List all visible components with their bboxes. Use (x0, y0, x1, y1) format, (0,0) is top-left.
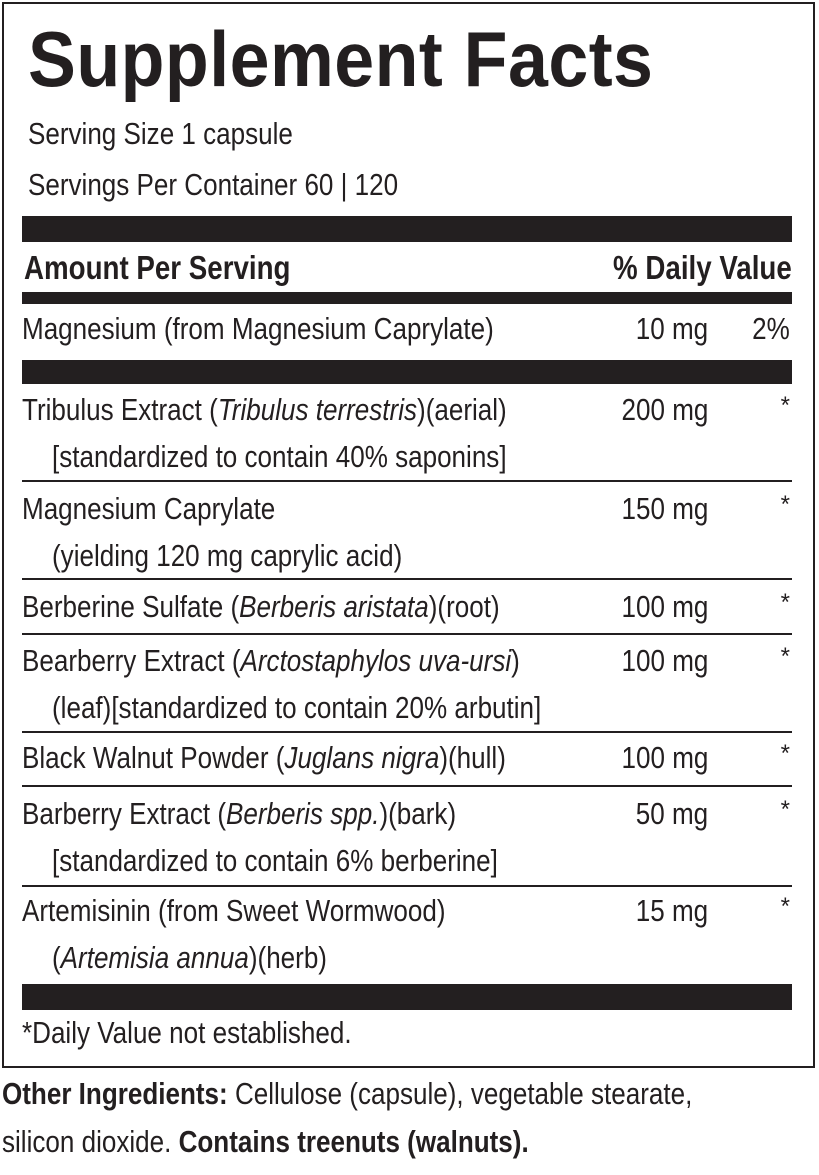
ingredient-daily-value: * (780, 643, 790, 670)
ingredient-name: Bearberry Extract (Arctostaphylos uva-ursi) (22, 643, 520, 678)
nutrient-daily-value: 2% (752, 311, 790, 346)
amount-per-serving-header: Amount Per Serving (24, 249, 291, 286)
ingredient-amount: 100 mg (621, 589, 708, 624)
row-divider (22, 480, 792, 482)
ingredient-detail: [standardized to contain 6% berberine] (52, 843, 498, 878)
ingredient-daily-value: * (780, 589, 790, 616)
ingredient-name: Berberine Sulfate (Berberis aristata)(root) (22, 589, 500, 624)
other-ingredients-label: Other Ingredients: (2, 1076, 228, 1111)
row-divider (22, 885, 792, 887)
row-divider (22, 731, 792, 733)
ingredient-daily-value: * (780, 796, 790, 823)
ingredient-daily-value: * (780, 491, 790, 518)
ingredient-daily-value: * (780, 392, 790, 419)
ingredient-name: Tribulus Extract (Tribulus terrestris)(aerial) (22, 392, 507, 427)
ingredient-name: Artemisinin (from Sweet Wormwood) (22, 893, 446, 928)
ingredient-daily-value: * (780, 740, 790, 767)
ingredient-amount: 50 mg (635, 796, 708, 831)
ingredient-daily-value: * (780, 893, 790, 920)
other-ingredients-line2 (2, 1124, 529, 1160)
thick-divider (22, 984, 792, 1010)
ingredient-amount: 100 mg (621, 643, 708, 678)
ingredient-amount: 100 mg (621, 740, 708, 775)
nutrient-amount: 10 mg (635, 311, 708, 346)
other-ingredients-text-2: silicon dioxide. (2, 1124, 179, 1159)
medium-divider (22, 292, 792, 304)
nutrient-name: Magnesium (from Magnesium Caprylate) (22, 311, 494, 346)
row-divider (22, 633, 792, 635)
ingredient-amount: 200 mg (621, 392, 708, 427)
allergen-statement: Contains treenuts (walnuts). (178, 1124, 529, 1159)
ingredient-amount: 150 mg (621, 491, 708, 526)
ingredient-name: Barberry Extract (Berberis spp.)(bark) (22, 796, 457, 831)
ingredient-detail: [standardized to contain 40% saponins] (52, 439, 507, 474)
row-divider (22, 785, 792, 787)
thick-divider (22, 216, 792, 242)
ingredient-detail: (leaf)[standardized to contain 20% arbutin] (52, 690, 542, 725)
serving-size: Serving Size 1 capsule (28, 116, 293, 151)
other-ingredients-line1 (2, 1076, 692, 1112)
daily-value-footnote: *Daily Value not established. (22, 1015, 352, 1050)
ingredient-amount: 15 mg (635, 893, 708, 928)
ingredient-name: Magnesium Caprylate (22, 491, 276, 526)
panel-title: Supplement Facts (28, 15, 654, 103)
other-ingredients-text: Cellulose (capsule), vegetable stearate, (227, 1076, 693, 1111)
row-divider (22, 578, 792, 580)
ingredient-name: Black Walnut Powder (Juglans nigra)(hull) (22, 740, 506, 775)
servings-per-container: Servings Per Container 60 | 120 (28, 167, 399, 202)
ingredient-detail: (Artemisia annua)(herb) (52, 940, 327, 975)
daily-value-header: % Daily Value (613, 249, 792, 286)
thick-divider (22, 360, 792, 384)
ingredient-detail: (yielding 120 mg caprylic acid) (52, 538, 403, 573)
